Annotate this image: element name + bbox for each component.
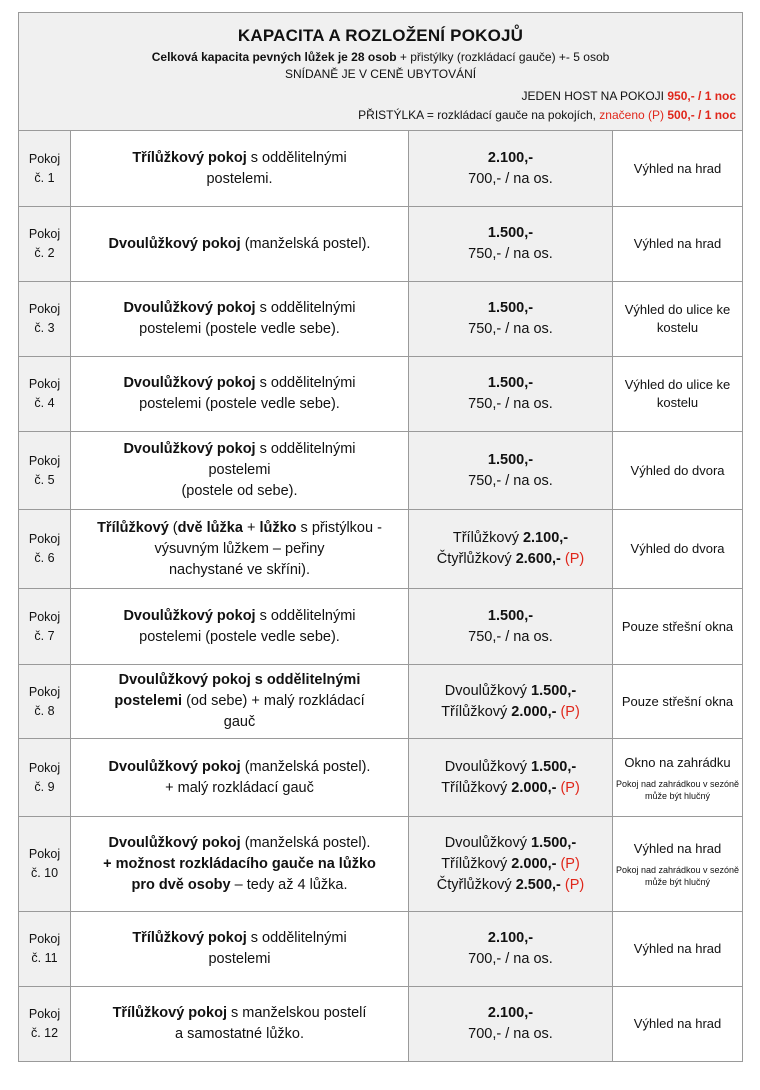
extra-bed-marked: značeno (P)	[599, 108, 668, 122]
price-text: 750,- / na os.	[468, 472, 553, 489]
price-line	[409, 854, 612, 875]
description-text: postelemi	[208, 951, 271, 967]
room-number-cell	[19, 432, 71, 510]
price-text: 2.100,-	[487, 1005, 534, 1021]
description-text: (postele od sebe).	[181, 483, 298, 499]
description-text: Dvoulůžkový pokoj	[108, 758, 241, 775]
extra-bed-price: 500,- / 1 noc	[667, 108, 737, 122]
room-description-cell	[71, 432, 409, 510]
room-number-cell	[19, 589, 71, 665]
room-description-cell	[71, 912, 409, 987]
description-text: postelemi.	[206, 170, 273, 187]
description-text: s oddělitelnými	[255, 441, 356, 457]
room-description-cell	[71, 987, 409, 1062]
price-text: Třílůžkový	[452, 530, 523, 546]
room-number-text: Pokoj	[28, 227, 61, 241]
price-text: 1.500,-	[487, 451, 534, 468]
room-description-cell	[71, 665, 409, 739]
room-price-cell	[409, 131, 613, 207]
room-number-cell	[19, 665, 71, 739]
room-number-text: Pokoj	[28, 151, 61, 166]
description-text: postelemi (postele vedle sebe).	[139, 628, 340, 645]
description-line	[71, 712, 408, 733]
view-note: Výhled do dvora	[630, 462, 725, 478]
room-number-cell	[19, 987, 71, 1062]
extra-bed-marker: (P)	[556, 703, 580, 720]
room-number-text: Pokoj	[28, 932, 61, 946]
description-text: dvě lůžka	[177, 519, 243, 536]
room-number-cell	[19, 282, 71, 357]
room-row	[19, 665, 743, 739]
view-note: Výhled do dvora	[630, 541, 725, 556]
price-line	[409, 148, 612, 169]
description-line	[71, 539, 408, 560]
description-line	[71, 439, 408, 460]
price-line	[409, 169, 612, 190]
description-text: Dvoulůžkový pokoj	[123, 607, 256, 624]
room-row	[19, 131, 743, 207]
description-text: – tedy až 4 lůžka.	[230, 876, 348, 893]
description-line	[71, 854, 408, 875]
price-text: 1.500,-	[487, 375, 534, 391]
price-text: Třílůžkový	[441, 855, 512, 872]
price-text: 1.500,-	[531, 834, 577, 851]
header-cell	[19, 13, 743, 131]
description-line	[71, 778, 408, 799]
capacity-line	[19, 49, 742, 66]
description-text: + malý rozkládací gauč	[165, 779, 314, 796]
view-note: Pouze střešní okna	[621, 693, 734, 709]
description-line	[71, 481, 408, 502]
price-line	[409, 394, 612, 415]
description-line	[71, 169, 408, 190]
room-number-text: č. 4	[34, 396, 55, 410]
room-row	[19, 739, 743, 817]
room-view-cell	[613, 739, 743, 817]
room-price-cell	[409, 739, 613, 817]
price-text: 1.500,-	[531, 682, 577, 699]
price-line	[409, 875, 612, 896]
description-line	[71, 298, 408, 319]
price-line	[409, 681, 612, 702]
description-text: s oddělitelnými	[255, 300, 356, 316]
room-price-cell	[409, 987, 613, 1062]
description-text: s přistýlkou -	[296, 519, 382, 536]
description-line	[71, 319, 408, 340]
room-price-cell	[409, 282, 613, 357]
room-number-cell	[19, 357, 71, 432]
price-text: Čtyřlůžkový	[436, 551, 516, 567]
description-line	[71, 691, 408, 712]
extra-bed-marker: (P)	[560, 551, 585, 567]
room-view-cell	[613, 282, 743, 357]
description-text: Dvoulůžkový pokoj	[123, 375, 256, 391]
room-price-cell	[409, 357, 613, 432]
description-text: nachystané ve skříni).	[168, 561, 311, 578]
room-number-text: č. 3	[34, 321, 55, 335]
description-text: Dvoulůžkový pokoj	[108, 834, 241, 851]
room-number-text: Pokoj	[28, 684, 61, 699]
room-row	[19, 207, 743, 282]
price-text: 750,- / na os.	[468, 246, 553, 262]
room-number-text: Pokoj	[28, 302, 61, 316]
header-row	[19, 13, 743, 131]
description-text: Dvoulůžkový pokoj	[123, 300, 256, 316]
description-text: (manželská postel).	[240, 758, 371, 775]
extra-bed-label: PŘISTÝLKA = rozkládací gauče na pokojích,	[358, 108, 600, 122]
price-text: Třílůžkový	[441, 779, 512, 796]
room-number-text: Pokoj	[28, 377, 61, 391]
price-text: Dvoulůžkový	[444, 682, 532, 699]
description-line	[71, 833, 408, 854]
description-line	[71, 1024, 408, 1045]
view-note: Výhled na hrad	[633, 1016, 722, 1031]
room-row	[19, 589, 743, 665]
price-text: 2.600,-	[515, 551, 561, 567]
description-text: Třílůžkový pokoj	[112, 1005, 227, 1021]
room-number-cell	[19, 131, 71, 207]
room-number-cell	[19, 207, 71, 282]
price-line	[409, 627, 612, 648]
description-text: Třílůžkový	[97, 519, 169, 536]
room-row	[19, 357, 743, 432]
room-number-text: Pokoj	[28, 847, 61, 861]
room-number-text: č. 5	[34, 472, 55, 487]
price-line	[409, 778, 612, 799]
room-number-text: Pokoj	[28, 453, 61, 468]
room-price-cell	[409, 510, 613, 589]
room-view-cell	[613, 357, 743, 432]
room-number-text: č. 6	[34, 551, 55, 565]
price-line	[409, 450, 612, 471]
price-line	[409, 244, 612, 265]
description-line	[71, 148, 408, 169]
room-number-text: č. 10	[30, 866, 59, 880]
room-price-cell	[409, 207, 613, 282]
price-text: 2.100,-	[487, 149, 534, 166]
price-line	[409, 702, 612, 723]
price-line	[409, 833, 612, 854]
description-text: s manželskou postelí	[226, 1005, 367, 1021]
view-note: Výhled na hrad	[633, 941, 722, 956]
price-text: Dvoulůžkový	[444, 834, 532, 851]
price-text: 750,- / na os.	[468, 396, 553, 412]
description-text: Dvoulůžkový pokoj s oddělitelnými	[118, 672, 361, 688]
price-line	[409, 298, 612, 319]
room-row	[19, 817, 743, 912]
price-text: Dvoulůžkový	[444, 758, 532, 775]
description-line	[71, 373, 408, 394]
description-line	[71, 627, 408, 648]
single-guest-label: JEDEN HOST NA POKOJI	[521, 89, 668, 103]
price-line	[409, 1003, 612, 1024]
room-number-text: č. 2	[34, 246, 55, 260]
price-line	[409, 223, 612, 244]
room-row	[19, 912, 743, 987]
room-number-text: č. 8	[34, 703, 55, 718]
price-text: 2.000,-	[511, 779, 557, 796]
price-text: 2.100,-	[487, 930, 534, 946]
room-number-text: č. 1	[34, 170, 55, 185]
description-line	[71, 394, 408, 415]
extra-bed-line	[19, 106, 742, 125]
single-guest-line	[19, 87, 742, 106]
price-text: 750,- / na os.	[468, 321, 553, 337]
room-view-cell	[613, 589, 743, 665]
noise-warning-note: Pokoj nad zahrádkou v sezóně může být hlučný	[615, 778, 740, 801]
description-line	[71, 234, 408, 255]
view-note: Výhled do ulice ke kostelu	[624, 377, 731, 410]
price-line	[409, 319, 612, 340]
room-view-cell	[613, 207, 743, 282]
room-description-cell	[71, 739, 409, 817]
room-description-cell	[71, 131, 409, 207]
room-view-cell	[613, 510, 743, 589]
price-line	[409, 1024, 612, 1045]
description-text: postelemi	[114, 693, 183, 709]
room-view-cell	[613, 912, 743, 987]
description-line	[71, 560, 408, 581]
page-title: KAPACITA A ROZLOŽENÍ POKOJŮ	[237, 26, 524, 45]
description-text: výsuvným lůžkem – peřiny	[154, 540, 325, 557]
view-note: Výhled do ulice ke kostelu	[624, 302, 731, 335]
description-text: (	[168, 519, 178, 536]
extra-bed-marker: (P)	[556, 855, 580, 872]
view-note: Výhled na hrad	[633, 841, 722, 856]
description-text: (od sebe) + malý rozkládací	[182, 693, 365, 709]
capacity-rest: + přistýlky (rozkládací gauče) +- 5 osob	[396, 50, 610, 64]
extra-bed-marker: (P)	[560, 876, 585, 893]
description-text: Třílůžkový pokoj	[132, 930, 247, 946]
room-number-text: Pokoj	[28, 609, 61, 624]
room-description-cell	[71, 357, 409, 432]
price-line	[409, 471, 612, 492]
description-text: + možnost rozkládacího gauče na lůžko	[103, 855, 376, 872]
description-text: postelemi (postele vedle sebe).	[139, 396, 340, 412]
price-text: 2.100,-	[522, 530, 569, 546]
price-text: 2.000,-	[511, 855, 557, 872]
description-text: (manželská postel).	[240, 235, 371, 252]
price-line	[409, 928, 612, 949]
price-text: Čtyřlůžkový	[436, 876, 516, 893]
room-number-text: č. 11	[31, 951, 58, 965]
room-number-text: Pokoj	[28, 532, 61, 546]
price-text: Třílůžkový	[441, 703, 512, 720]
view-note: Pouze střešní okna	[621, 618, 734, 634]
description-text: gauč	[223, 714, 256, 730]
description-line	[71, 757, 408, 778]
description-text: a samostatné lůžko.	[175, 1026, 304, 1042]
breakfast-line: SNÍDANĚ JE V CENĚ UBYTOVÁNÍ	[284, 67, 477, 81]
room-view-cell	[613, 131, 743, 207]
price-text: 750,- / na os.	[468, 628, 553, 645]
room-price-cell	[409, 589, 613, 665]
room-description-cell	[71, 589, 409, 665]
description-line	[71, 460, 408, 481]
price-line	[409, 606, 612, 627]
capacity-bold: Celková kapacita pevných lůžek je 28 osob	[151, 50, 397, 64]
price-text: 1.500,-	[487, 607, 534, 624]
rooms-table	[18, 12, 743, 1062]
price-line	[409, 757, 612, 778]
room-row	[19, 432, 743, 510]
price-text: 700,- / na os.	[468, 951, 553, 967]
price-text: 700,- / na os.	[468, 170, 553, 187]
room-number-text: č. 7	[34, 628, 55, 643]
room-description-cell	[71, 207, 409, 282]
description-line	[71, 606, 408, 627]
description-line	[71, 949, 408, 970]
room-number-cell	[19, 912, 71, 987]
room-description-cell	[71, 510, 409, 589]
room-row	[19, 282, 743, 357]
view-note: Okno na zahrádku	[624, 754, 731, 770]
extra-bed-marker: (P)	[556, 779, 580, 796]
description-text: Dvoulůžkový pokoj	[108, 235, 241, 252]
room-price-cell	[409, 432, 613, 510]
room-row	[19, 510, 743, 589]
description-text: s oddělitelnými	[255, 607, 356, 624]
description-text: postelemi (postele vedle sebe).	[139, 321, 340, 337]
room-price-cell	[409, 912, 613, 987]
description-text: lůžko	[259, 519, 297, 536]
description-text: s oddělitelnými	[246, 149, 347, 166]
room-row	[19, 987, 743, 1062]
description-text: +	[242, 519, 260, 536]
room-number-text: Pokoj	[28, 1007, 61, 1021]
room-number-cell	[19, 739, 71, 817]
price-text: 700,- / na os.	[468, 1026, 553, 1042]
price-text: 1.500,-	[487, 300, 534, 316]
description-text: s oddělitelnými	[255, 375, 356, 391]
single-guest-price: 950,- / 1 noc	[667, 89, 737, 103]
room-description-cell	[71, 817, 409, 912]
room-number-cell	[19, 510, 71, 589]
description-line	[71, 875, 408, 896]
description-text: s oddělitelnými	[246, 930, 347, 946]
price-text: 1.500,-	[531, 758, 577, 775]
room-number-cell	[19, 817, 71, 912]
description-line	[71, 928, 408, 949]
room-view-cell	[613, 665, 743, 739]
description-line	[71, 518, 408, 539]
room-view-cell	[613, 987, 743, 1062]
view-note: Výhled na hrad	[633, 160, 722, 176]
description-text: (manželská postel).	[240, 834, 371, 851]
price-line	[409, 528, 612, 549]
price-line	[409, 373, 612, 394]
description-line	[71, 670, 408, 691]
price-text: 2.500,-	[515, 876, 561, 893]
description-text: Třílůžkový pokoj	[132, 149, 247, 166]
room-number-text: č. 12	[30, 1026, 59, 1040]
description-text: pro dvě osoby	[131, 876, 231, 893]
description-text: Dvoulůžkový pokoj	[123, 441, 256, 457]
description-line	[71, 1003, 408, 1024]
price-text: 1.500,-	[487, 225, 534, 241]
room-price-cell	[409, 665, 613, 739]
description-text: postelemi	[208, 462, 271, 478]
room-description-cell	[71, 282, 409, 357]
price-line	[409, 949, 612, 970]
price-line	[409, 549, 612, 570]
room-number-text: č. 9	[34, 779, 55, 794]
room-price-cell	[409, 817, 613, 912]
view-note: Výhled na hrad	[633, 236, 722, 251]
noise-warning-note: Pokoj nad zahrádkou v sezóně může být hlučný	[615, 865, 740, 887]
room-view-cell	[613, 817, 743, 912]
price-text: 2.000,-	[511, 703, 557, 720]
room-view-cell	[613, 432, 743, 510]
room-number-text: Pokoj	[28, 760, 61, 775]
